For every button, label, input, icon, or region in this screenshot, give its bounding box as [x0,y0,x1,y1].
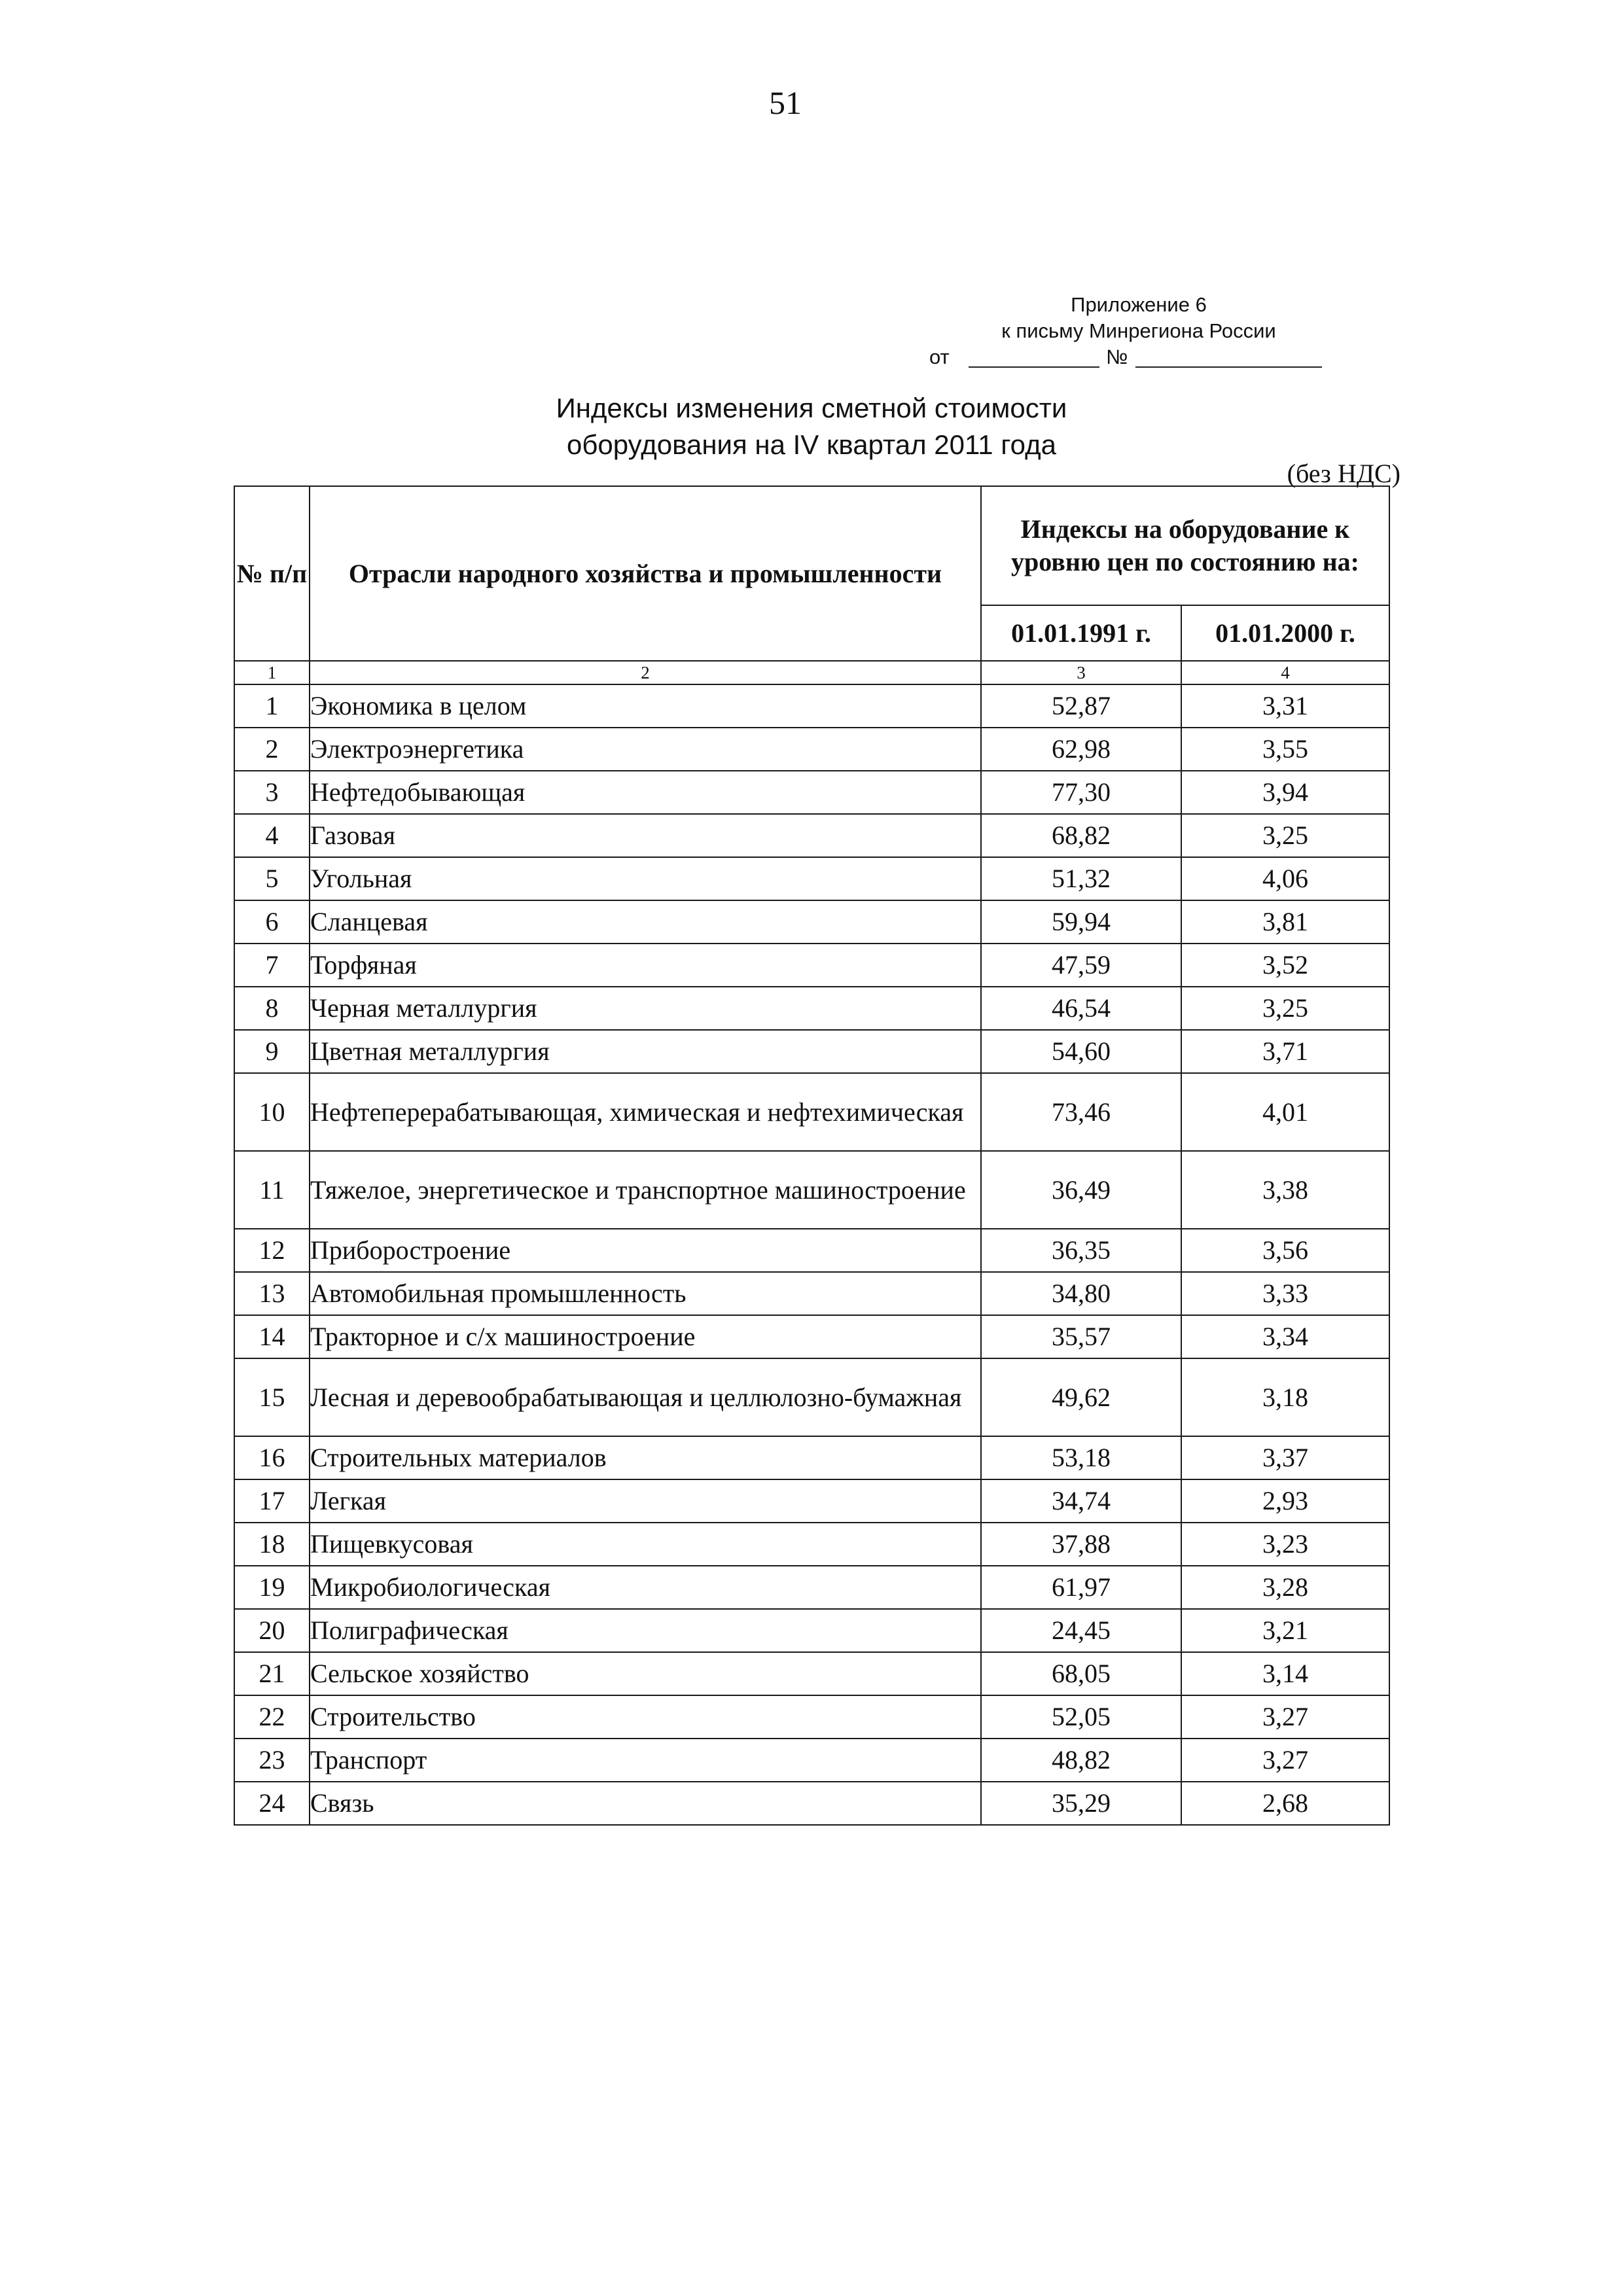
table-row [234,1436,1389,1479]
row-number: 8 [234,987,310,1030]
index-1991: 59,94 [981,900,1181,944]
index-1991: 48,82 [981,1739,1181,1782]
column-number: 4 [1181,661,1389,684]
title-line1: Индексы изменения сметной стоимости [556,393,1067,423]
page-number: 51 [769,84,802,121]
index-1991: 53,18 [981,1436,1181,1479]
index-2000: 2,68 [1181,1782,1389,1825]
industry-name: Транспорт [310,1739,981,1782]
index-1991: 54,60 [981,1030,1181,1073]
appendix-block [910,292,1368,370]
row-number: 20 [234,1609,310,1652]
table-row [234,1566,1389,1609]
index-2000: 4,01 [1181,1073,1389,1151]
index-2000: 3,23 [1181,1523,1389,1566]
index-2000: 3,31 [1181,684,1389,728]
index-2000: 4,06 [1181,857,1389,900]
industry-name: Газовая [310,814,981,857]
industry-name: Лесная и деревообрабатывающая и целлюлозно-бумажная [310,1358,981,1436]
row-number: 19 [234,1566,310,1609]
industry-name: Тяжелое, энергетическое и транспортное машиностроение [310,1151,981,1229]
industry-name: Цветная металлургия [310,1030,981,1073]
header-date-1991: 01.01.1991 г. [981,605,1181,661]
industry-name: Строительство [310,1695,981,1739]
row-number: 21 [234,1652,310,1695]
table-row [234,1073,1389,1151]
vat-note: (без НДС) [1287,459,1400,488]
date-blank [969,366,1099,368]
index-2000: 3,52 [1181,944,1389,987]
index-2000: 3,56 [1181,1229,1389,1272]
row-number: 10 [234,1073,310,1151]
row-number: 17 [234,1479,310,1523]
industry-name: Приборостроение [310,1229,981,1272]
header-indices: Индексы на оборудование к уровню цен по состоянию на: [981,486,1389,605]
industry-name: Полиграфическая [310,1609,981,1652]
industry-name: Тракторное и с/х машиностроение [310,1315,981,1358]
industry-name: Пищевкусовая [310,1523,981,1566]
index-2000: 3,33 [1181,1272,1389,1315]
index-1991: 61,97 [981,1566,1181,1609]
industry-name: Нефтеперерабатывающая, химическая и нефтехимическая [310,1073,981,1151]
index-1991: 68,05 [981,1652,1181,1695]
table-row [234,1523,1389,1566]
indices-table [234,486,1390,1826]
index-2000: 3,21 [1181,1609,1389,1652]
table-row [234,1272,1389,1315]
index-2000: 3,25 [1181,987,1389,1030]
index-2000: 3,27 [1181,1695,1389,1739]
title-line2: оборудования на IV квартал 2011 года [567,429,1056,460]
table-row [234,771,1389,814]
row-number: 3 [234,771,310,814]
appendix-line1: Приложение 6 [1071,293,1207,316]
industry-name: Торфяная [310,944,981,987]
column-number-row [234,661,1389,684]
table-row [234,684,1389,728]
appendix-sign-line [910,344,1368,370]
industry-name: Автомобильная промышленность [310,1272,981,1315]
row-number: 18 [234,1523,310,1566]
index-1991: 34,80 [981,1272,1181,1315]
table-row [234,1652,1389,1695]
table-header-row [234,486,1389,605]
table-row [234,1358,1389,1436]
column-number: 2 [310,661,981,684]
table-row [234,944,1389,987]
table-row [234,1479,1389,1523]
index-1991: 52,87 [981,684,1181,728]
column-number: 3 [981,661,1181,684]
industry-name: Экономика в целом [310,684,981,728]
row-number: 11 [234,1151,310,1229]
index-2000: 3,37 [1181,1436,1389,1479]
row-number: 9 [234,1030,310,1073]
table-row [234,987,1389,1030]
table-row [234,1030,1389,1073]
table-row [234,1151,1389,1229]
industry-name: Связь [310,1782,981,1825]
row-number: 13 [234,1272,310,1315]
table-row [234,1229,1389,1272]
row-number: 22 [234,1695,310,1739]
row-number: 6 [234,900,310,944]
index-2000: 3,25 [1181,814,1389,857]
index-2000: 3,55 [1181,728,1389,771]
industry-name: Нефтедобывающая [310,771,981,814]
row-number: 14 [234,1315,310,1358]
row-number: 2 [234,728,310,771]
index-1991: 47,59 [981,944,1181,987]
index-2000: 3,18 [1181,1358,1389,1436]
index-1991: 36,49 [981,1151,1181,1229]
header-num: № п/п [234,486,310,661]
row-number: 4 [234,814,310,857]
index-1991: 77,30 [981,771,1181,814]
index-1991: 35,57 [981,1315,1181,1358]
row-number: 16 [234,1436,310,1479]
document-title [419,390,1204,463]
index-1991: 73,46 [981,1073,1181,1151]
index-1991: 51,32 [981,857,1181,900]
industry-name: Электроэнергетика [310,728,981,771]
index-2000: 3,27 [1181,1739,1389,1782]
appendix-line2: к письму Минрегиона России [1001,319,1276,342]
index-2000: 3,38 [1181,1151,1389,1229]
index-1991: 68,82 [981,814,1181,857]
row-number: 7 [234,944,310,987]
header-date-2000: 01.01.2000 г. [1181,605,1389,661]
industry-name: Микробиологическая [310,1566,981,1609]
industry-name: Легкая [310,1479,981,1523]
from-label: от [929,345,950,368]
index-2000: 3,71 [1181,1030,1389,1073]
table-row [234,728,1389,771]
index-2000: 3,14 [1181,1652,1389,1695]
table-row [234,857,1389,900]
row-number: 24 [234,1782,310,1825]
index-1991: 35,29 [981,1782,1181,1825]
table-row [234,1609,1389,1652]
index-1991: 37,88 [981,1523,1181,1566]
index-2000: 3,81 [1181,900,1389,944]
table-row [234,1782,1389,1825]
index-2000: 3,28 [1181,1566,1389,1609]
number-label: № [1106,345,1128,368]
index-1991: 52,05 [981,1695,1181,1739]
industry-name: Сельское хозяйство [310,1652,981,1695]
index-1991: 24,45 [981,1609,1181,1652]
industry-name: Черная металлургия [310,987,981,1030]
row-number: 15 [234,1358,310,1436]
index-1991: 46,54 [981,987,1181,1030]
table-row [234,1315,1389,1358]
table-row [234,1695,1389,1739]
industry-name: Строительных материалов [310,1436,981,1479]
row-number: 23 [234,1739,310,1782]
index-2000: 3,94 [1181,771,1389,814]
row-number: 1 [234,684,310,728]
row-number: 5 [234,857,310,900]
index-1991: 49,62 [981,1358,1181,1436]
index-1991: 34,74 [981,1479,1181,1523]
table-row [234,1739,1389,1782]
header-industry: Отрасли народного хозяйства и промышленности [310,486,981,661]
industry-name: Сланцевая [310,900,981,944]
table-row [234,900,1389,944]
number-blank [1135,366,1322,368]
index-1991: 36,35 [981,1229,1181,1272]
industry-name: Угольная [310,857,981,900]
index-2000: 3,34 [1181,1315,1389,1358]
index-1991: 62,98 [981,728,1181,771]
index-2000: 2,93 [1181,1479,1389,1523]
table-row [234,814,1389,857]
row-number: 12 [234,1229,310,1272]
column-number: 1 [234,661,310,684]
